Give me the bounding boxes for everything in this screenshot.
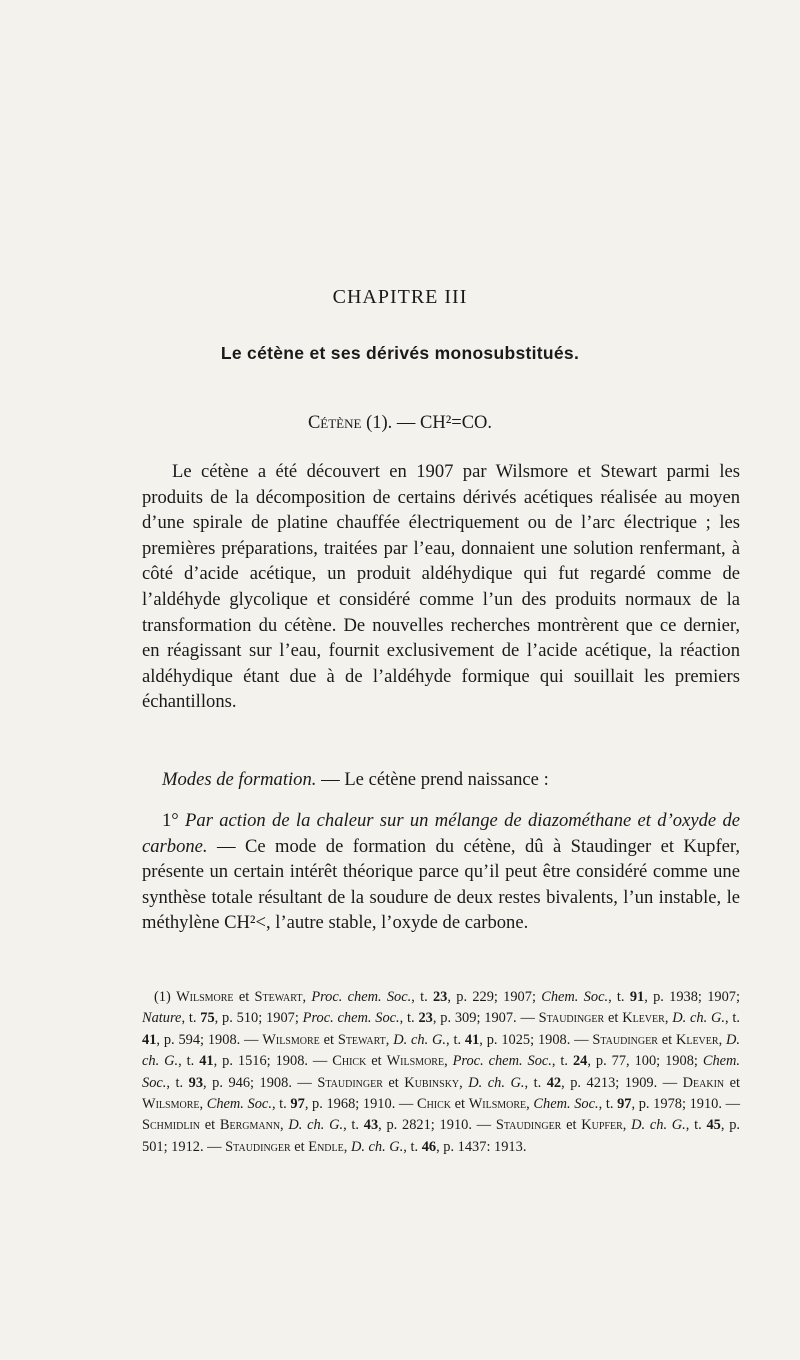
footnote-segment: , p. 946; 1908. — [203,1074,318,1091]
author: Schmidlin [142,1117,200,1134]
footnote-segment: , p. 77, 100; 1908; [587,1053,703,1070]
footnote-segment: , [280,1117,289,1134]
author: Stewart [254,989,303,1005]
author: Stewart [337,1031,386,1048]
author: Klever [675,1031,719,1048]
volume: 41 [142,1031,157,1048]
footnote-segment: et [382,1074,405,1091]
footnote-segment: , t. [181,1010,201,1027]
modes-of-formation-label: Modes de formation. [162,769,317,790]
volume: 97 [290,1096,305,1113]
footnote-segment: , t. [178,1053,200,1070]
footnote-segment: , t. [343,1117,364,1134]
footnote-segment: et [200,1117,220,1134]
journal: Nature [142,1010,182,1027]
footnote-segment: , t. [399,1010,419,1027]
author: Wilsmore [468,1096,527,1113]
footnote-segment: , t. [411,989,433,1005]
footnote-segment: , p. 309; 1907. — [432,1010,539,1027]
author: Staudinger [495,1117,562,1134]
footnote-segment: , t. [524,1074,547,1091]
author: Chick [416,1096,452,1113]
author: Kubinsky [404,1074,460,1091]
journal: Chem. Soc. [541,989,609,1005]
journal: D. ch. G. [142,1031,740,1070]
journal: Chem. Soc. [533,1096,599,1113]
footnote-segment: , p. 2821; 1910. — [378,1117,496,1134]
author: Chick [332,1053,367,1070]
footnote-segment: , p. 1437: 1913. [436,1138,527,1155]
footnote-segment: , t. [446,1031,465,1048]
footnote-segment: , p. 510; 1907; [214,1010,303,1027]
journal: D. ch. G. [672,1010,725,1027]
volume: 41 [464,1031,480,1048]
footnote-segment: , [622,1117,632,1134]
author: Endle [308,1138,344,1155]
footnote-segment: , t. [685,1117,707,1134]
modes-of-formation-text: — Le cétène prend naissance : [316,769,549,790]
author: Staudinger [317,1074,383,1091]
footnote-segment: , [199,1096,207,1113]
footnote-segment: , [302,989,312,1005]
journal: D. ch. G. [350,1138,404,1155]
footnote-segment: et [451,1096,469,1113]
journal: Proc. chem. Soc. [452,1053,552,1070]
journal: Proc. chem. Soc. [311,989,412,1005]
footnote-segment: , p. 1968; 1910. — [304,1096,417,1113]
footnote-1 [142,987,740,1158]
footnote-segment: et [366,1053,387,1070]
footnote-segment: , [718,1031,726,1048]
footnote-segment: , p. 1516; 1908. — [213,1053,333,1070]
journal: D. ch. G. [631,1117,686,1134]
footnote-segment: et [604,1010,623,1027]
method-1-label: Par action de la chaleur sur un mélange de diazométhane et d’oxyde de carbone. [142,810,740,857]
footnote-segment: , p. 594; 1908. — [156,1031,263,1048]
journal: Chem. Soc. [142,1053,741,1091]
footnote-segment: et [561,1117,582,1134]
volume: 41 [199,1053,214,1070]
footnote-segment: , [664,1010,673,1027]
volume: 93 [188,1074,204,1091]
footnote-segment: , [526,1096,534,1113]
journal: Chem. Soc. [206,1096,272,1113]
footnote-segment: , t. [551,1053,573,1070]
section-heading [0,413,800,434]
author: Wilsmore [262,1031,320,1048]
footnote-segment: , p. 1938; 1907; [644,989,740,1005]
footnote-segment: et [319,1031,338,1048]
footnote-segment: , [343,1138,351,1155]
author: Kupfer [581,1117,623,1134]
journal: D. ch. G. [468,1074,525,1091]
footnote-segment: , t. [166,1074,189,1091]
footnote-segment: et [233,989,255,1005]
footnote-segment: , t. [725,1010,741,1027]
volume: 43 [363,1117,379,1134]
author: Klever [622,1010,665,1027]
volume: 91 [629,989,645,1005]
method-1-text: — Ce mode de formation du cétène, dû à Staudinger et Kupfer, présente un certain intérêt théorique parce qu’il peut être considéré comme une synthèse totale résultant de la soudure de deux restes bivalents, l’un instable, le méthylène CH²<, l’autre stable, l’oxyde de carbone. [142,835,740,934]
volume: 75 [200,1010,215,1027]
footnote-segment: et [657,1031,676,1048]
journal: Proc. chem. Soc. [302,1010,400,1027]
footnote-segment: , [385,1031,394,1048]
journal: D. ch. G. [288,1117,344,1134]
author: Wilsmore [176,989,234,1005]
volume: 45 [706,1117,721,1134]
author: Staudinger [225,1138,291,1155]
footnote-segment: , [459,1074,469,1091]
footnote-segment: , p. 4213; 1909. — [561,1074,683,1091]
chapter-title: Le cétène et ses dérivés monosubstitués. [220,343,580,363]
author: Staudinger [592,1031,658,1048]
chapter-heading: CHAPITRE III [332,286,468,308]
footnote-segment: , t. [403,1138,422,1155]
footnote-segment: , t. [608,989,630,1005]
footnote-segment: , t. [271,1096,291,1113]
footnote-segment: , [444,1053,453,1070]
volume: 23 [418,1010,433,1027]
author: Staudinger [538,1010,605,1027]
footnote-segment: , p. 501; 1912. — [142,1117,740,1155]
volume: 97 [617,1096,632,1113]
volume: 46 [421,1138,437,1155]
footnote-segment: , t. [598,1096,618,1113]
author: Bergmann [219,1117,281,1134]
author: Wilsmore [142,1096,200,1113]
footnote-reference: (1). [366,413,393,433]
volume: 24 [572,1053,588,1070]
journal: D. ch. G. [393,1031,447,1048]
footnote-segment: et [290,1138,309,1155]
paragraph-method-1 [142,808,740,936]
section-name: Cétène [307,413,362,433]
method-number: 1° [162,810,179,831]
paragraph-discovery: Le cétène a été découvert en 1907 par Wilsmore et Stewart parmi les produits de la décomposition de certains dérivés acétiques réalisée au moyen d’une spirale de platine chauffée électriquement ou de l’arc électrique ; les premières préparations, traitées par l’eau, donnaient une solution renfermant, à côté d’acide acétique, un produit aldéhydique qui fut regardé comme de l’aldéhyde glycolique et considéré comme l’un des produits normaux de la transformation du cétène. De nouvelles recherches montrèrent que ce dernier, en réagissant sur l’eau, fournit exclusivement de l’acide acétique, la réaction aldéhydique étant due à de l’aldéhyde formique qui souillait les premiers échantillons. [142,461,740,713]
footnote-segment: , p. 1978; 1910. — [631,1096,741,1113]
footnote-segment: , p. 229; 1907; [447,989,542,1005]
paragraph-modes-of-formation [142,767,740,793]
footnote-segment: et [724,1074,741,1091]
footnote-segment: (1) [154,989,177,1005]
footnote-segment: , p. 1025; 1908. — [479,1031,593,1048]
author: Deakin [682,1074,725,1091]
volume: 42 [546,1074,562,1091]
volume: 23 [432,989,448,1005]
author: Wilsmore [386,1053,445,1070]
section-formula: — CH²=CO. [396,413,493,433]
